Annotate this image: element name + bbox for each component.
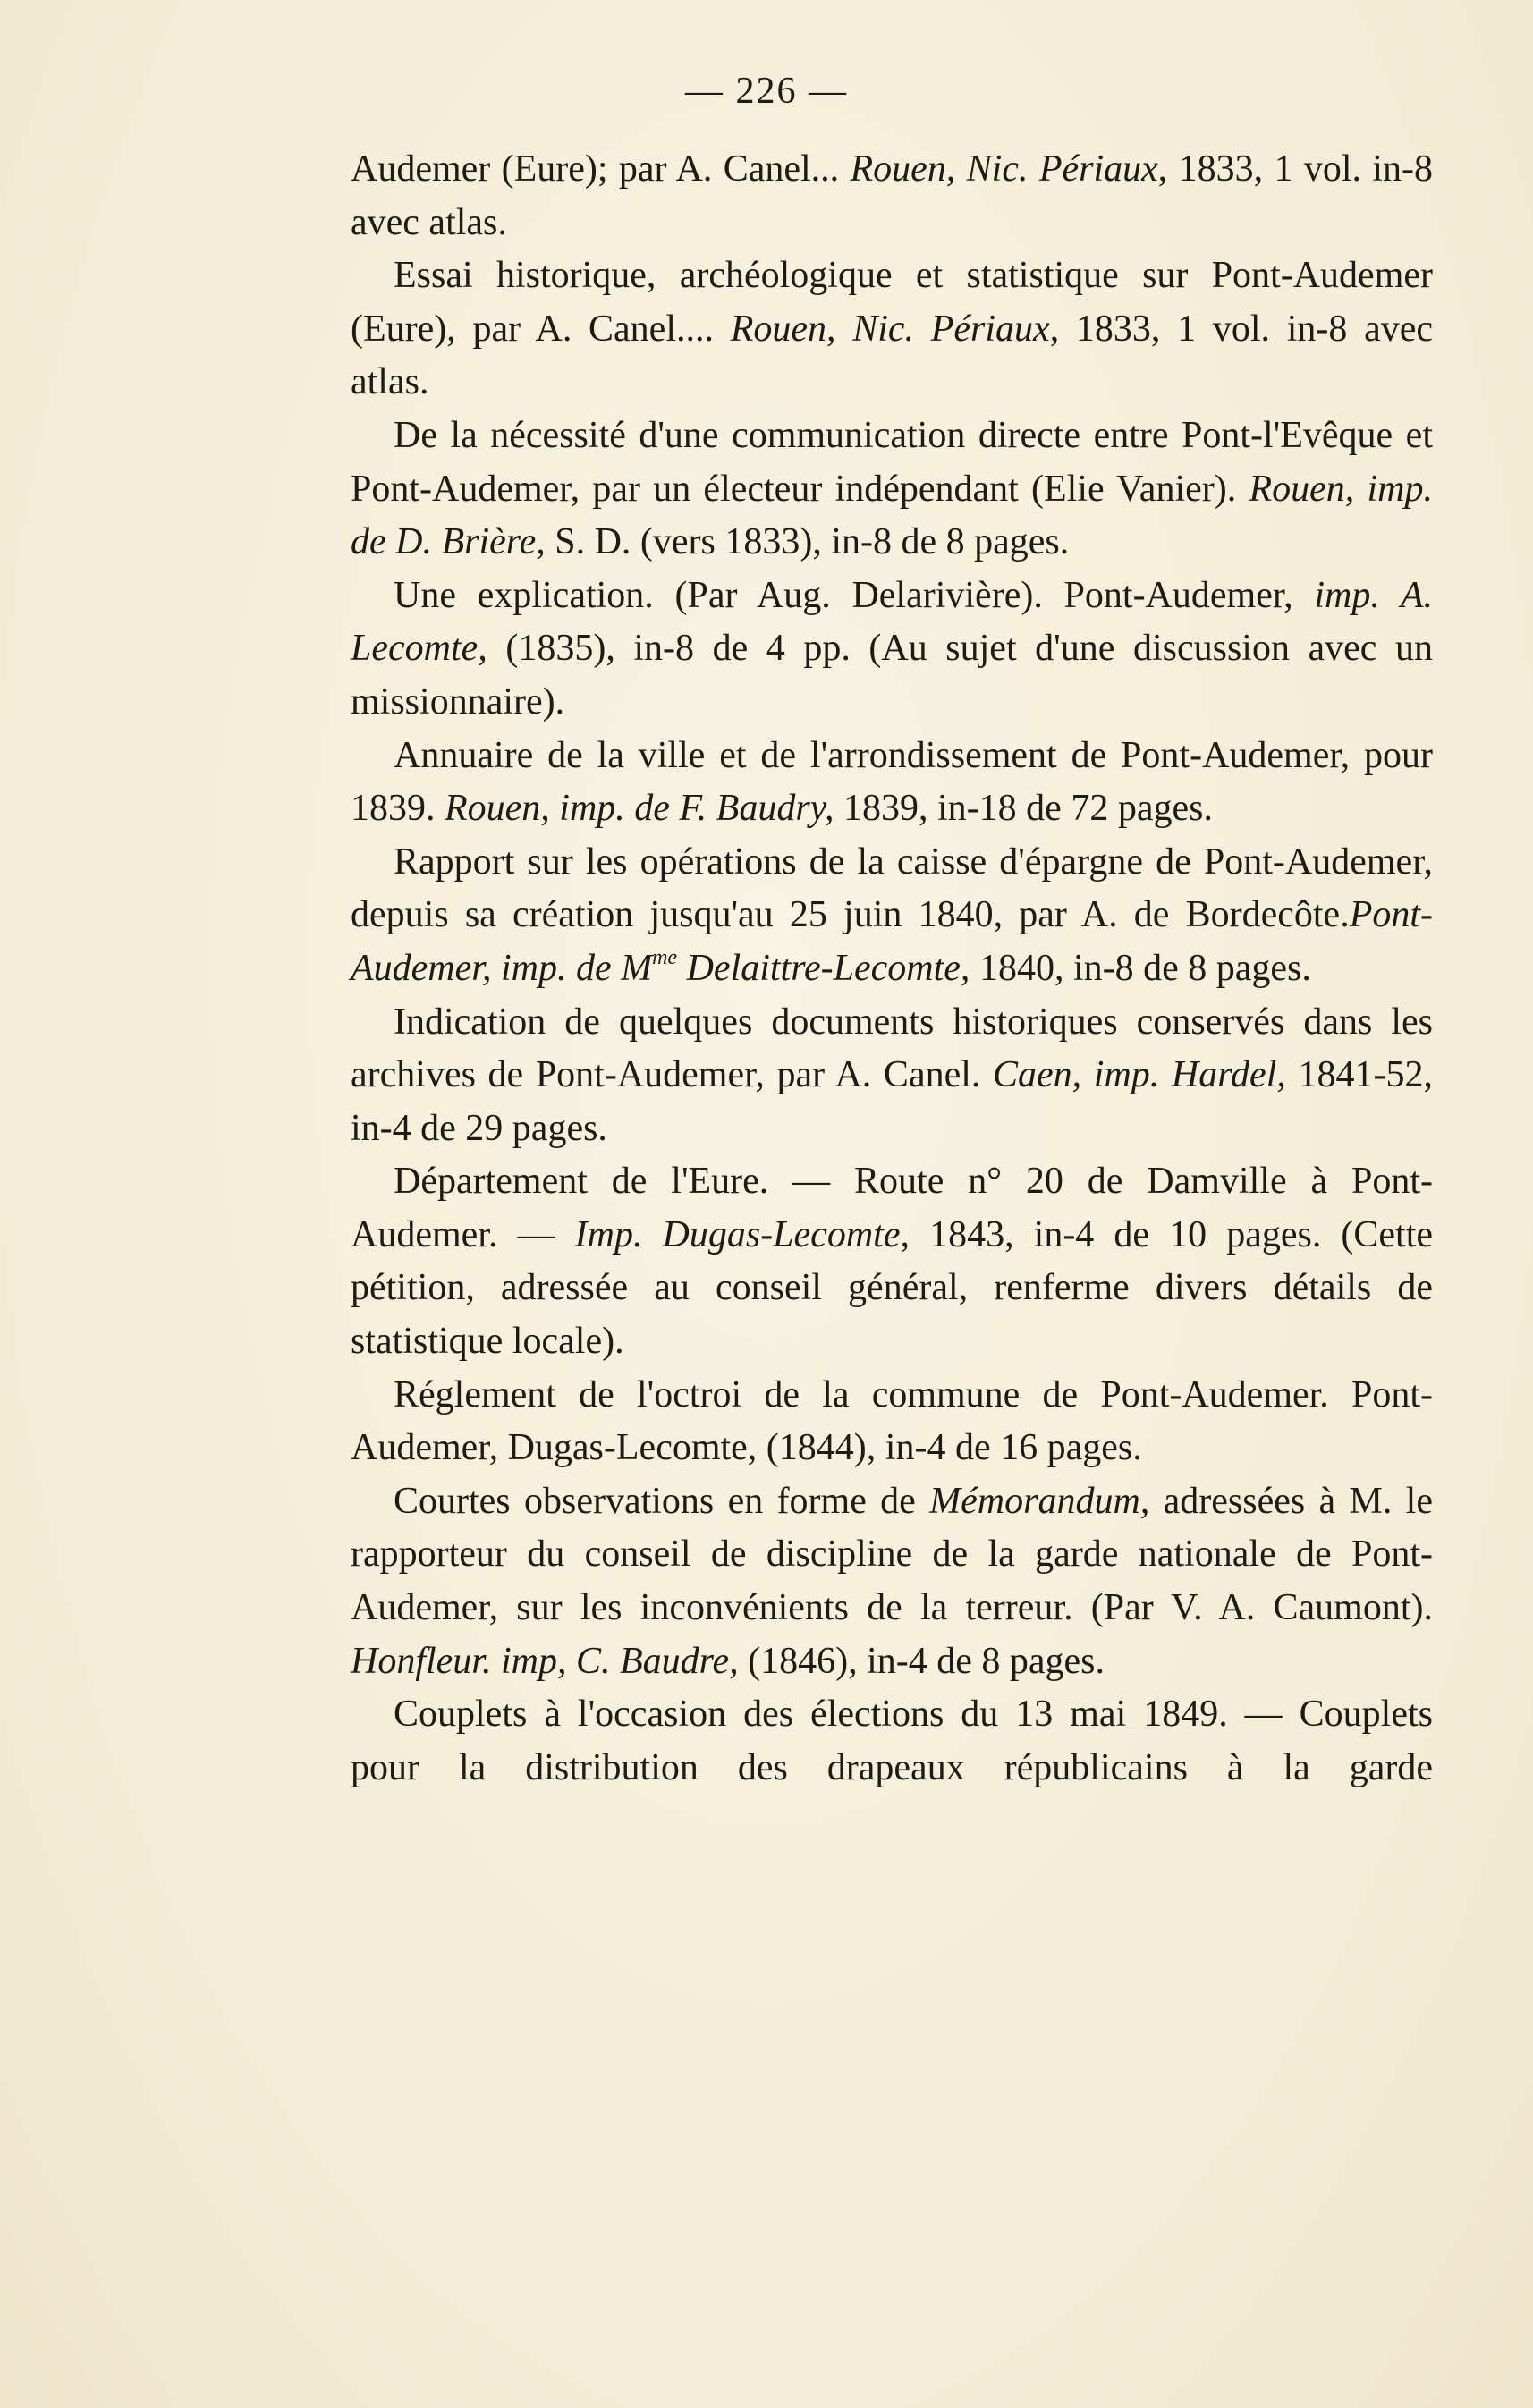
entry-text: Essai historique, archéologique et statistique sur Pont-Audemer (Eure), par A. Canel.... <box>351 255 1433 350</box>
bibliography-entry <box>351 1155 1433 1368</box>
entry-text: Audemer (Eure); par A. Canel... <box>351 148 851 190</box>
entry-text: , 1833, 1 vol. in-8 avec atlas. <box>351 308 1433 403</box>
entry-text: 1843, in-4 de 10 pages. (Cette pétition, adressée au conseil général, renferme divers détails de statistique locale). <box>351 1213 1434 1363</box>
bibliography-entry <box>351 570 1433 730</box>
entry-text: S. D. (vers 1833), in-8 de 8 pages. <box>545 521 1070 563</box>
bibliography-entry <box>351 730 1433 836</box>
entry-text: Département de l'Eure. — Route n° 20 de Damville à Pont-Audemer. — <box>351 1161 1433 1255</box>
bibliography-text <box>351 143 1433 1795</box>
entry-text: Annuaire de la ville et de l'arrondissement de Pont-Audemer, pour 1839. <box>351 734 1433 830</box>
entry-text: Une explication. (Par Aug. Delarivière). Pont-Audemer, <box>394 574 1315 616</box>
entry-italic-text: Pont-Audemer, imp. de M <box>351 894 1433 989</box>
bibliography-entry <box>351 143 1433 249</box>
entry-italic-text: Imp. Dugas-Lecomte, <box>574 1213 910 1255</box>
entry-italic-text: Rouen, Nic. Périaux <box>850 148 1158 190</box>
page-number: — 226 — <box>685 71 848 112</box>
entry-text: (1846), in-4 de 8 pages. <box>738 1640 1105 1682</box>
entry-text: adressées à M. le rapporteur du conseil de discipline de la garde nationale de Pont-Audemer, sur les inconvénients de la terreur. (Par V. A. Caumont). <box>351 1480 1433 1629</box>
entry-superscript: me <box>652 945 678 969</box>
entry-text: Indication de quelques documents historiques conservés dans les archives de Pont-Audemer, par A. Canel. <box>351 1001 1433 1096</box>
bibliography-entry <box>351 836 1433 996</box>
entry-italic-text: Honfleur. imp, C. Baudre, <box>351 1640 739 1682</box>
entry-text: Couplets à l'occasion des élections du 13 mai 1849. — Couplets pour la distribution des drapeaux républicains à la garde <box>351 1694 1433 1788</box>
bibliography-entry <box>351 1369 1433 1475</box>
entry-italic-text: Caen, imp. Hardel, <box>993 1054 1286 1096</box>
entry-italic-text: Rouen, imp. de F. Baudry, <box>445 788 834 830</box>
entry-text: Réglement de l'octroi de la commune de Pont-Audemer. Pont-Audemer, Dugas-Lecomte, (1844), in-4 de 16 pages. <box>351 1373 1433 1469</box>
entry-italic-text: Mémorandum, <box>929 1480 1150 1522</box>
entry-italic-text: Delaittre-Lecomte, <box>677 947 970 989</box>
entry-italic-text: Rouen, Nic. Périaux <box>730 308 1050 350</box>
entry-text: Courtes observations en forme de <box>394 1480 930 1522</box>
entry-text: 1839, in-18 de 72 pages. <box>834 788 1213 830</box>
entry-italic-text: Rouen, imp. de D. Brière, <box>351 468 1433 563</box>
entry-text: 1841-52, in-4 de 29 pages. <box>351 1054 1433 1149</box>
bibliography-entry <box>351 249 1433 410</box>
entry-text: (1835), in-8 de 4 pp. (Au sujet d'une discussion avec un missionnaire). <box>351 628 1433 722</box>
entry-text: De la nécessité d'une communication directe entre Pont-l'Evêque et Pont-Audemer, par un électeur indépendant (Elie Vanier). <box>351 414 1433 510</box>
superscript <box>652 946 677 969</box>
entry-text: 1840, in-8 de 8 pages. <box>970 947 1311 989</box>
bibliography-entry <box>351 410 1433 570</box>
bibliography-entry <box>351 1688 1433 1795</box>
entry-text: , 1833, 1 vol. in-8 avec atlas. <box>351 148 1433 243</box>
bibliography-entry <box>351 996 1433 1156</box>
entry-italic-text: imp. A. Lecomte, <box>351 574 1433 670</box>
bibliography-entry <box>351 1475 1433 1688</box>
entry-text: Rapport sur les opérations de la caisse d'épargne de Pont-Audemer, depuis sa création jusqu'au 25 juin 1840, par A. de Bordecôte. <box>351 841 1433 936</box>
